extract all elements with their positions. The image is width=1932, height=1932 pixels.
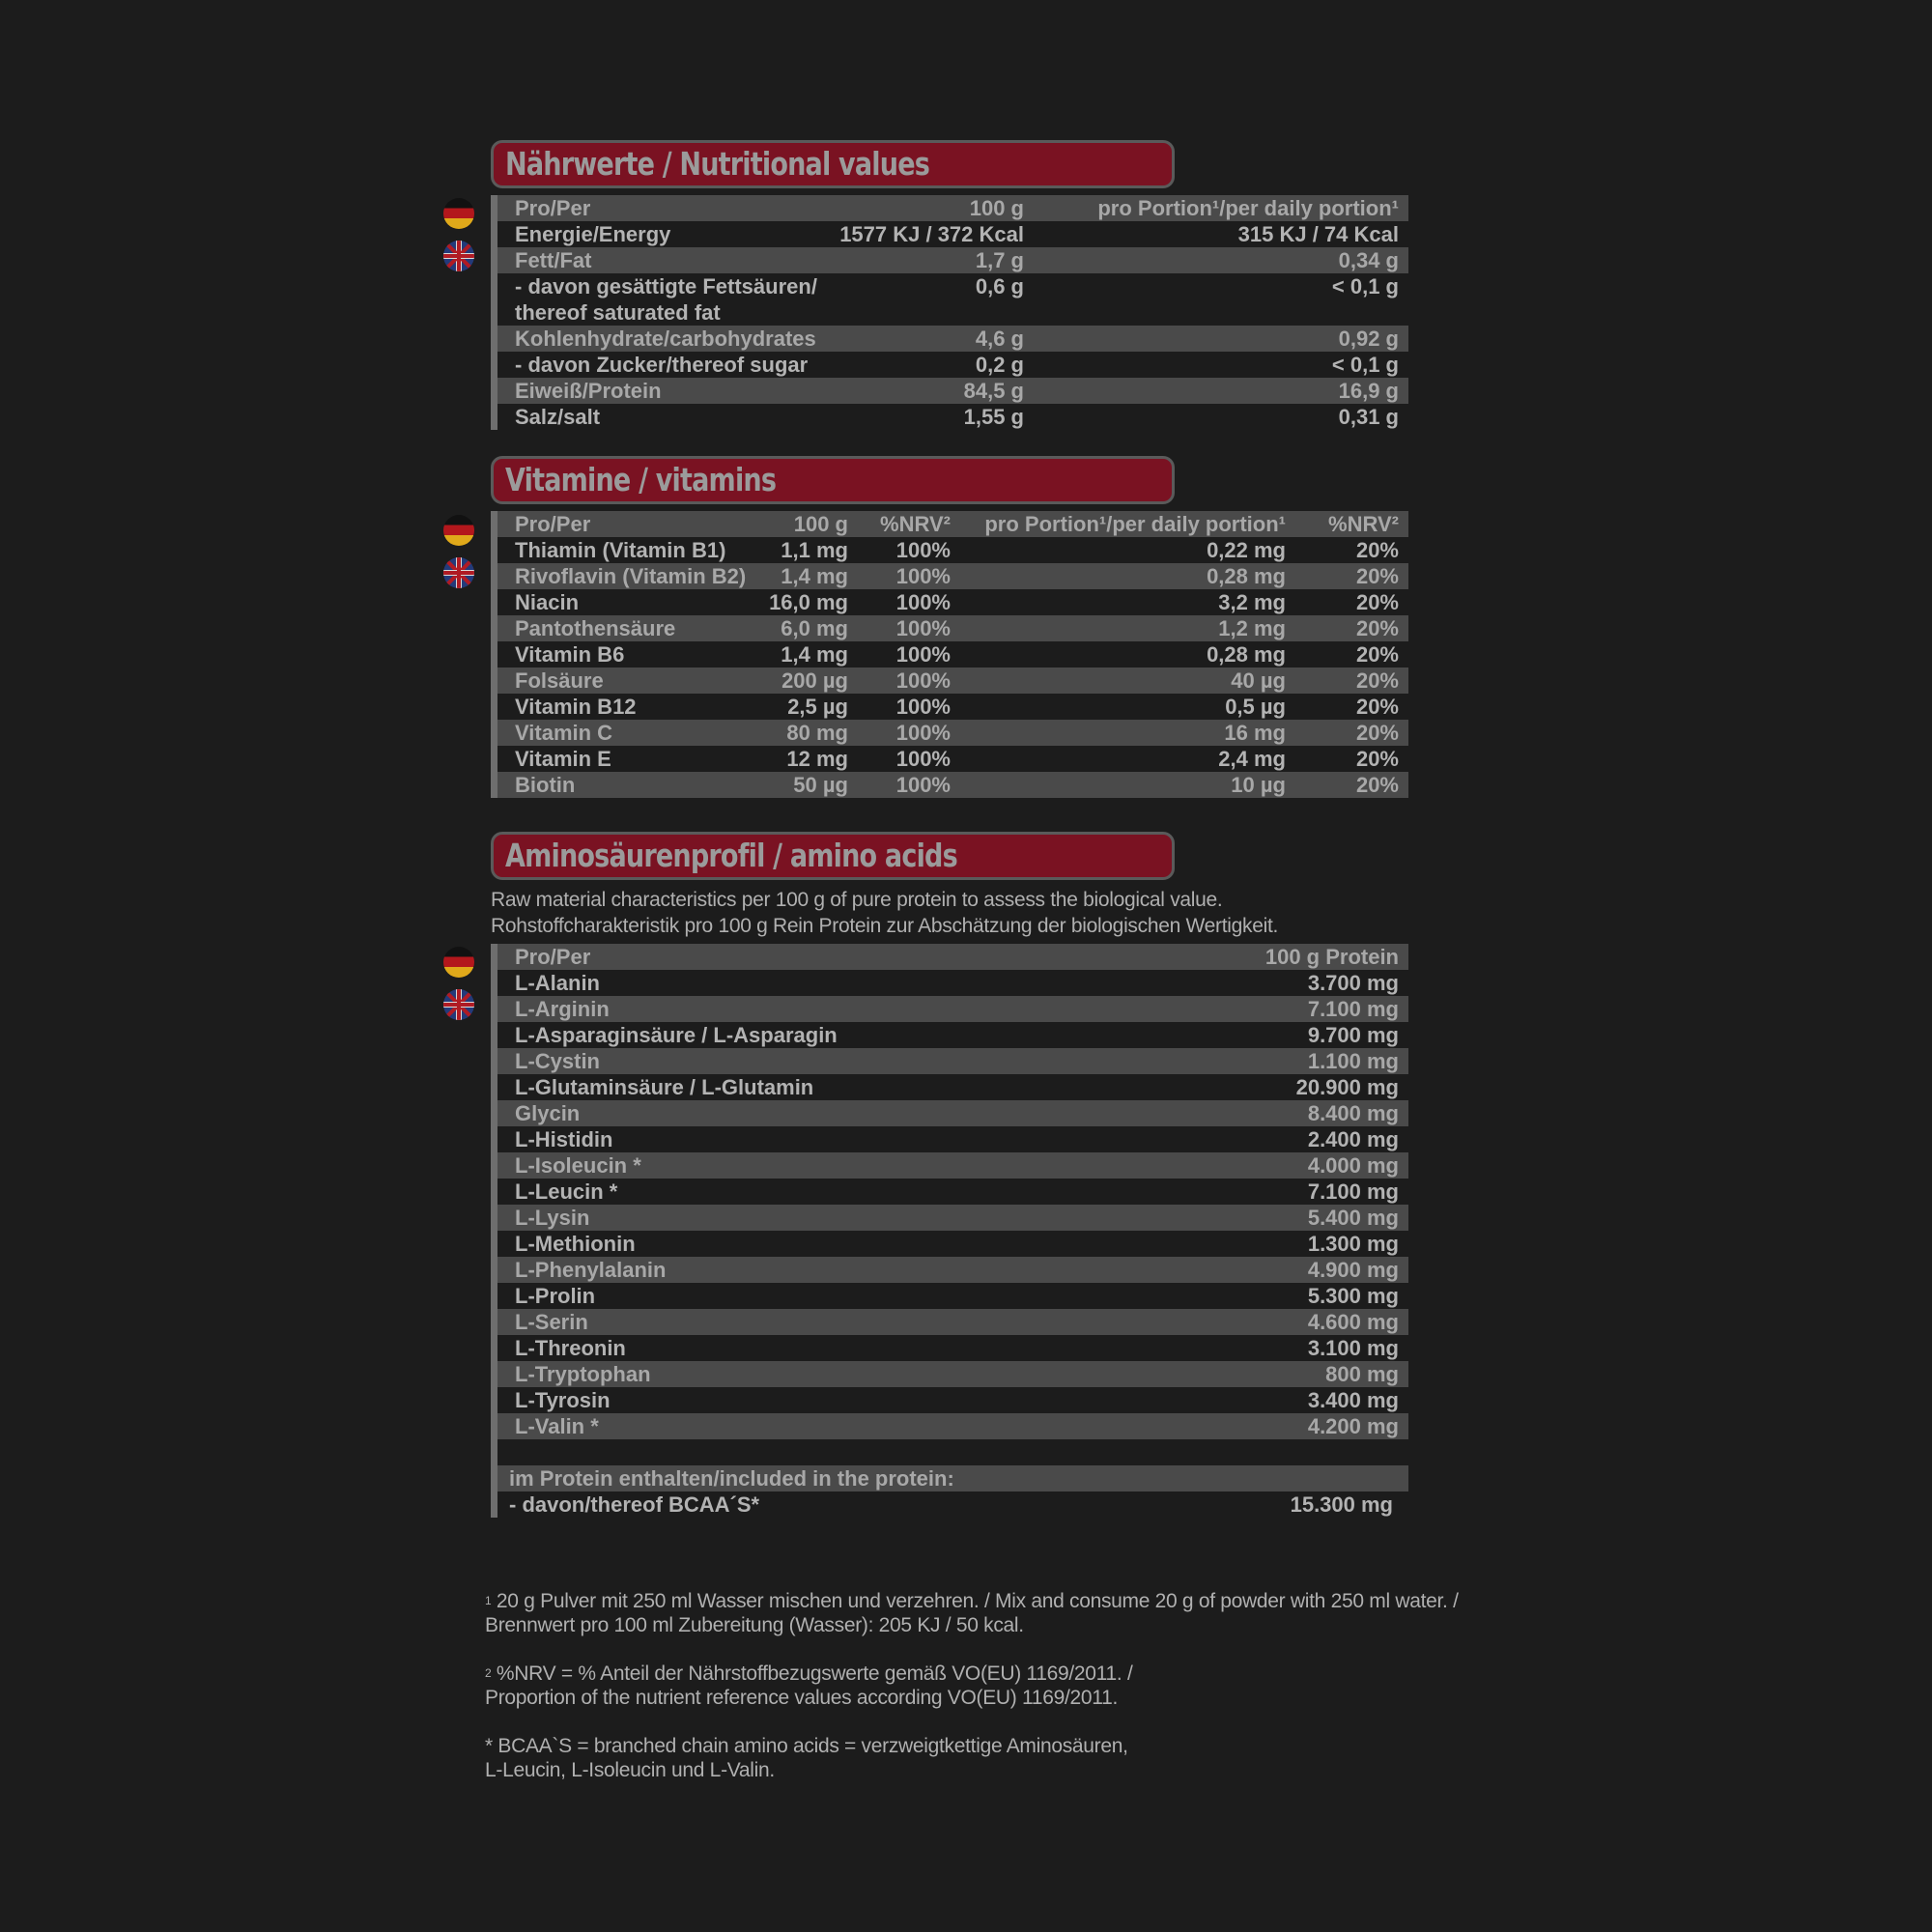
bcaa-value: 15.300 mg — [1290, 1492, 1393, 1517]
table-row — [497, 1309, 1408, 1335]
footnote-3-line-1: * BCAA`S = branched chain amino acids = verzweigtkettige Aminosäuren, — [485, 1735, 1128, 1757]
amino-section-header — [491, 832, 1175, 880]
row-name: Salz/salt — [515, 405, 601, 429]
table-row — [497, 1126, 1408, 1152]
row-value: 4.600 mg — [1307, 1310, 1399, 1334]
table-row — [497, 1048, 1408, 1074]
row-nrv: 100% — [895, 538, 951, 562]
row-value: 4.000 mg — [1307, 1153, 1399, 1178]
footnote-1-mark: 1 — [485, 1594, 492, 1607]
table-row — [497, 1074, 1408, 1100]
row-value: 8.400 mg — [1307, 1101, 1399, 1125]
row-per100: 16,0 mg — [769, 590, 848, 614]
row-name: L-Isoleucin * — [515, 1153, 641, 1178]
row-name: - davon gesättigte Fettsäuren/ — [515, 274, 817, 298]
row-name: Kohlenhydrate/carbohydrates — [515, 327, 816, 351]
row-name: L-Serin — [515, 1310, 588, 1334]
row-nrv: 100% — [895, 642, 951, 667]
table-row — [497, 1152, 1408, 1179]
row-value: 3.100 mg — [1307, 1336, 1399, 1360]
table-row — [497, 589, 1408, 615]
table-row — [497, 378, 1408, 404]
row-value: 4.200 mg — [1307, 1414, 1399, 1438]
header-name: Pro/Per — [515, 196, 591, 220]
row-portion: 16,9 g — [1338, 379, 1399, 403]
row-name: L-Lysin — [515, 1206, 590, 1230]
row-nrv: 100% — [895, 590, 951, 614]
table-row — [497, 1257, 1408, 1283]
row-name: Thiamin (Vitamin B1) — [515, 538, 726, 562]
row-nrv2: 20% — [1355, 616, 1399, 640]
footnote-2-mark: 2 — [485, 1666, 492, 1680]
table-row — [497, 273, 1408, 326]
row-name: L-Cystin — [515, 1049, 600, 1073]
table-row — [497, 772, 1408, 798]
header-nrv: %NRV² — [880, 512, 951, 536]
row-name: L-Tyrosin — [515, 1388, 611, 1412]
row-name: L-Valin * — [515, 1414, 599, 1438]
row-name: L-Phenylalanin — [515, 1258, 667, 1282]
header-portion: pro Portion¹/per daily portion¹ — [1097, 196, 1399, 220]
row-name: L-Glutaminsäure / L-Glutamin — [515, 1075, 814, 1099]
row-portion: < 0,1 g — [1331, 353, 1399, 377]
header-nrv2: %NRV² — [1328, 512, 1399, 536]
row-name: Niacin — [515, 590, 580, 614]
table-row — [497, 563, 1408, 589]
header-name: Pro/Per — [515, 945, 591, 969]
table-row — [497, 1335, 1408, 1361]
row-name: L-Methionin — [515, 1232, 636, 1256]
vitamins-title: Vitamine / vitamins — [505, 461, 777, 498]
row-nrv2: 20% — [1355, 668, 1399, 693]
row-portion: 0,28 mg — [1207, 642, 1286, 667]
row-value: 7.100 mg — [1307, 1179, 1399, 1204]
row-nrv2: 20% — [1355, 642, 1399, 667]
table-row — [497, 1179, 1408, 1205]
row-portion: 3,2 mg — [1218, 590, 1286, 614]
bcaa-row — [497, 1492, 1408, 1518]
row-value: 5.400 mg — [1307, 1206, 1399, 1230]
amino-description-en: Raw material characteristics per 100 g of pure protein to assess the biological value. — [491, 889, 1223, 911]
row-name: Rivoflavin (Vitamin B2) — [515, 564, 747, 588]
row-per100: 2,5 µg — [787, 695, 848, 719]
table-header-row — [497, 944, 1408, 970]
row-portion: 0,92 g — [1338, 327, 1399, 351]
row-value: 7.100 mg — [1307, 997, 1399, 1021]
row-per100: 0,2 g — [975, 353, 1024, 377]
row-name: Vitamin B12 — [515, 695, 637, 719]
table-row — [497, 1387, 1408, 1413]
row-per100: 1,4 mg — [781, 642, 848, 667]
header-per100: 100 g — [969, 196, 1024, 220]
table-row — [497, 720, 1408, 746]
footnote-1-line-2: Brennwert pro 100 ml Zubereitung (Wasser): 205 KJ / 50 kcal. — [485, 1614, 1024, 1636]
table-row — [497, 668, 1408, 694]
table-row — [497, 404, 1408, 430]
row-per100: 0,6 g — [975, 274, 1024, 298]
row-value: 9.700 mg — [1307, 1023, 1399, 1047]
table-row — [497, 247, 1408, 273]
row-nrv2: 20% — [1355, 721, 1399, 745]
row-name: L-Leucin * — [515, 1179, 618, 1204]
row-name: - davon Zucker/thereof sugar — [515, 353, 809, 377]
table-row — [497, 1205, 1408, 1231]
row-per100: 1577 KJ / 372 Kcal — [839, 222, 1024, 246]
footnote-2-line-1 — [485, 1662, 1133, 1686]
row-per100: 1,1 mg — [781, 538, 848, 562]
row-name: L-Prolin — [515, 1284, 596, 1308]
table-row — [497, 1100, 1408, 1126]
table-row — [497, 221, 1408, 247]
row-portion: 0,28 mg — [1207, 564, 1286, 588]
footnote-3-line-2: L-Leucin, L-Isoleucin und L-Valin. — [485, 1759, 775, 1781]
footnote-2-line-2: Proportion of the nutrient reference values according VO(EU) 1169/2011. — [485, 1687, 1118, 1709]
row-value: 2.400 mg — [1307, 1127, 1399, 1151]
uk-flag-icon — [443, 557, 474, 588]
row-value: 3.400 mg — [1307, 1388, 1399, 1412]
uk-flag-icon — [443, 989, 474, 1020]
row-portion: 315 KJ / 74 Kcal — [1237, 222, 1399, 246]
uk-flag-icon — [443, 241, 474, 271]
row-name: Vitamin B6 — [515, 642, 625, 667]
row-name: L-Tryptophan — [515, 1362, 651, 1386]
row-portion: 40 µg — [1231, 668, 1286, 693]
table-row — [497, 641, 1408, 668]
header-value: 100 g Protein — [1264, 945, 1399, 969]
row-per100: 84,5 g — [963, 379, 1024, 403]
row-per100: 1,55 g — [963, 405, 1024, 429]
row-value: 4.900 mg — [1307, 1258, 1399, 1282]
row-nrv2: 20% — [1355, 747, 1399, 771]
row-nrv: 100% — [895, 721, 951, 745]
header-portion: pro Portion¹/per daily portion¹ — [984, 512, 1286, 536]
row-value: 800 mg — [1325, 1362, 1399, 1386]
row-portion: 0,22 mg — [1207, 538, 1286, 562]
nutrition-title: Nährwerte / Nutritional values — [505, 145, 930, 183]
table-spacer — [497, 1439, 1408, 1465]
footnote-2-text: %NRV = % Anteil der Nährstoffbezugswerte gemäß VO(EU) 1169/2011. / — [496, 1662, 1133, 1685]
row-portion: 0,31 g — [1338, 405, 1399, 429]
table-row — [497, 746, 1408, 772]
table-header-row — [497, 195, 1408, 221]
footnote-1-line-1 — [485, 1589, 1459, 1613]
vitamins-table — [491, 511, 1408, 798]
table-row — [497, 615, 1408, 641]
included-label: im Protein enthalten/included in the protein: — [509, 1466, 954, 1491]
row-name: Biotin — [515, 773, 576, 797]
amino-description-de: Rohstoffcharakteristik pro 100 g Rein Protein zur Abschätzung der biologischen Wertigkeit. — [491, 915, 1279, 937]
row-nrv: 100% — [895, 695, 951, 719]
row-nrv2: 20% — [1355, 773, 1399, 797]
row-per100: 50 µg — [793, 773, 848, 797]
row-name: L-Histidin — [515, 1127, 613, 1151]
table-row — [497, 1283, 1408, 1309]
nutrition-table — [491, 195, 1408, 430]
bcaa-label: - davon/thereof BCAA´S* — [509, 1492, 760, 1517]
german-flag-icon — [443, 198, 474, 229]
row-per100: 80 mg — [786, 721, 848, 745]
table-row — [497, 537, 1408, 563]
row-value: 3.700 mg — [1307, 971, 1399, 995]
row-name: Vitamin E — [515, 747, 611, 771]
row-value: 5.300 mg — [1307, 1284, 1399, 1308]
row-nrv: 100% — [895, 564, 951, 588]
row-portion: 10 µg — [1231, 773, 1286, 797]
amino-table — [491, 944, 1408, 1518]
table-row — [497, 970, 1408, 996]
row-nrv: 100% — [895, 668, 951, 693]
row-portion: 16 mg — [1224, 721, 1286, 745]
german-flag-icon — [443, 515, 474, 546]
row-name: Eiweiß/Protein — [515, 379, 662, 403]
header-name: Pro/Per — [515, 512, 591, 536]
row-name: L-Threonin — [515, 1336, 626, 1360]
row-nrv2: 20% — [1355, 564, 1399, 588]
row-name: Energie/Energy — [515, 222, 671, 246]
row-nrv: 100% — [895, 773, 951, 797]
row-nrv: 100% — [895, 616, 951, 640]
vitamins-section-header — [491, 456, 1175, 504]
row-name: L-Asparaginsäure / L-Asparagin — [515, 1023, 838, 1047]
row-nrv2: 20% — [1355, 695, 1399, 719]
table-row — [497, 326, 1408, 352]
row-name: Folsäure — [515, 668, 604, 693]
table-row — [497, 996, 1408, 1022]
row-name: Vitamin C — [515, 721, 613, 745]
table-row — [497, 1361, 1408, 1387]
table-row — [497, 1413, 1408, 1439]
row-per100: 12 mg — [786, 747, 848, 771]
table-row — [497, 1022, 1408, 1048]
included-row — [497, 1465, 1408, 1492]
row-portion: 0,34 g — [1338, 248, 1399, 272]
row-per100: 1,4 mg — [781, 564, 848, 588]
row-nrv2: 20% — [1355, 590, 1399, 614]
table-header-row — [497, 511, 1408, 537]
row-name: L-Arginin — [515, 997, 610, 1021]
row-per100: 200 µg — [781, 668, 848, 693]
row-nrv: 100% — [895, 747, 951, 771]
nutrition-section-header — [491, 140, 1175, 188]
row-name: Fett/Fat — [515, 248, 592, 272]
row-nrv2: 20% — [1355, 538, 1399, 562]
row-name: Pantothensäure — [515, 616, 676, 640]
row-per100: 6,0 mg — [781, 616, 848, 640]
row-name: Glycin — [515, 1101, 581, 1125]
header-per100: 100 g — [793, 512, 848, 536]
row-value: 1.300 mg — [1307, 1232, 1399, 1256]
row-value: 1.100 mg — [1307, 1049, 1399, 1073]
row-name-continued: thereof saturated fat — [515, 300, 721, 325]
table-row — [497, 694, 1408, 720]
row-per100: 4,6 g — [975, 327, 1024, 351]
row-portion: 1,2 mg — [1218, 616, 1286, 640]
row-name: L-Alanin — [515, 971, 600, 995]
german-flag-icon — [443, 947, 474, 978]
row-portion: 2,4 mg — [1218, 747, 1286, 771]
footnote-1-text: 20 g Pulver mit 250 ml Wasser mischen und verzehren. / Mix and consume 20 g of powder with 250 ml water. / — [496, 1590, 1459, 1612]
row-portion: 0,5 µg — [1225, 695, 1286, 719]
row-per100: 1,7 g — [975, 248, 1024, 272]
amino-title: Aminosäurenprofil / amino acids — [505, 837, 957, 874]
row-value: 20.900 mg — [1295, 1075, 1399, 1099]
table-row — [497, 352, 1408, 378]
row-portion: < 0,1 g — [1331, 274, 1399, 298]
table-row — [497, 1231, 1408, 1257]
